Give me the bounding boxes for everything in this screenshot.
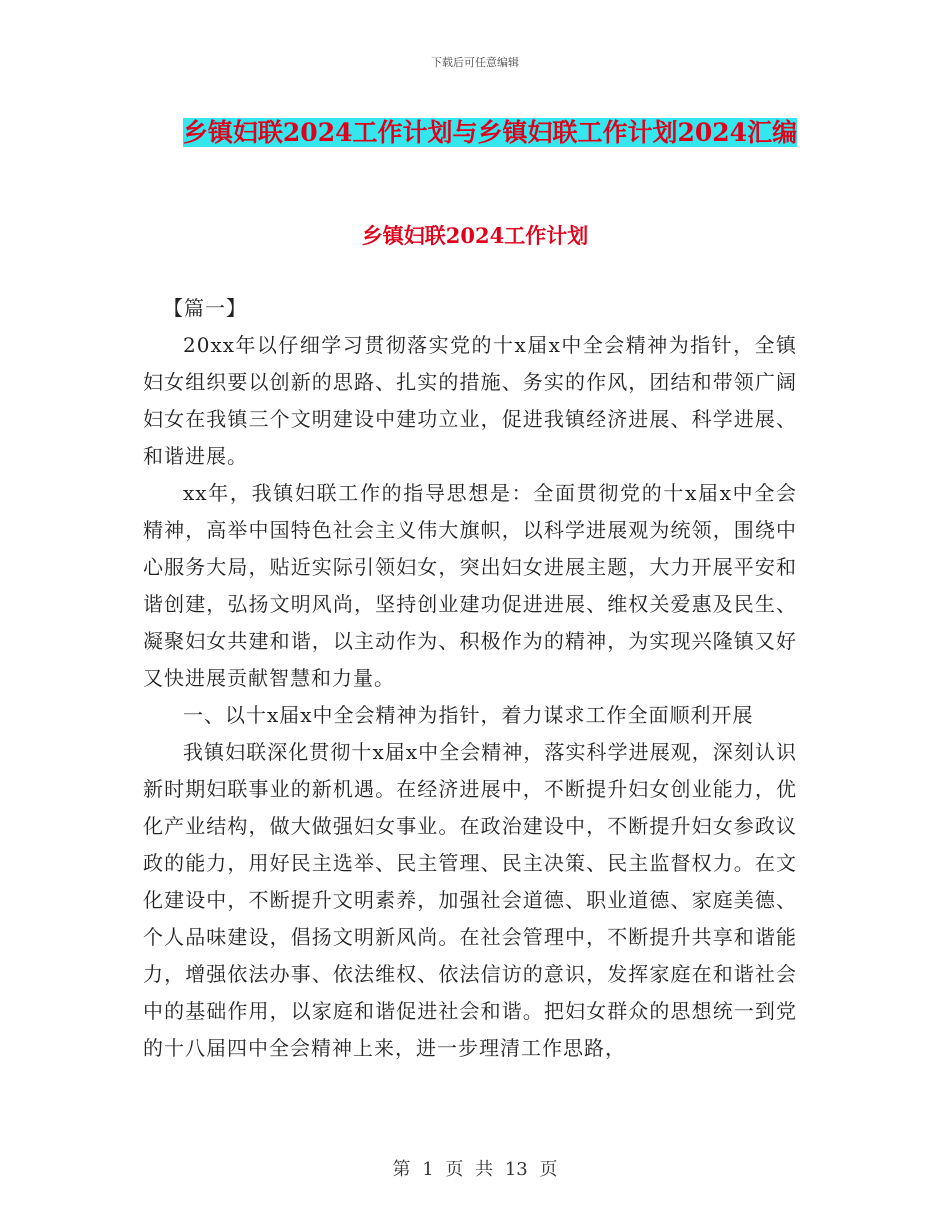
- part-label: 【篇一】: [163, 296, 247, 320]
- paragraph-3-heading: 一、以十x届x中全会精神为指针，着力谋求工作全面顺利开展: [183, 703, 754, 727]
- document-body: [143, 290, 797, 1067]
- document-title: [160, 108, 820, 158]
- header-note: 下载后可任意编辑: [431, 56, 519, 69]
- page-number-footer: 第 1 页 共 13 页: [392, 1159, 558, 1180]
- paragraph-2: xx年，我镇妇联工作的指导思想是：全面贯彻党的十x届x中全会精神，高举中国特色社会主义伟大旗帜，以科学进展观为统领，围绕中心服务大局，贴近实际引领妇女，突出妇女进展主题，大力开展平安和谐创建，弘扬文明风尚，坚持创业建功促进进展、维权关爱惠及民生、凝聚妇女共建和谐，以主动作为、积极作为的精神，为实现兴隆镇又好又快进展贡献智慧和力量。: [143, 481, 797, 690]
- document-title-text: 乡镇妇联2024工作计划与乡镇妇联工作计划2024汇编: [182, 118, 798, 147]
- section-title: 乡镇妇联2024工作计划: [361, 223, 589, 248]
- paragraph-1: 20xx年以仔细学习贯彻落实党的十x届x中全会精神为指针，全镇妇女组织要以创新的思路、扎实的措施、务实的作风，团结和带领广阔妇女在我镇三个文明建设中建功立业，促进我镇经济进展、科学进展、和谐进展。: [143, 333, 797, 468]
- paragraph-4: 我镇妇联深化贯彻十x届x中全会精神，落实科学进展观，深刻认识新时期妇联事业的新机遇。在经济进展中，不断提升妇女创业能力，优化产业结构，做大做强妇女事业。在政治建设中，不断提升妇女参政议政的能力，用好民主选举、民主管理、民主决策、民主监督权力。在文化建设中，不断提升文明素养，加强社会道德、职业道德、家庭美德、个人品味建设，倡扬文明新风尚。在社会管理中，不断提升共享和谐能力，增强依法办事、依法维权、依法信访的意识，发挥家庭在和谐社会中的基础作用，以家庭和谐促进社会和谐。把妇女群众的思想统一到党的十八届四中全会精神上来，进一步理清工作思路，: [143, 740, 797, 1060]
